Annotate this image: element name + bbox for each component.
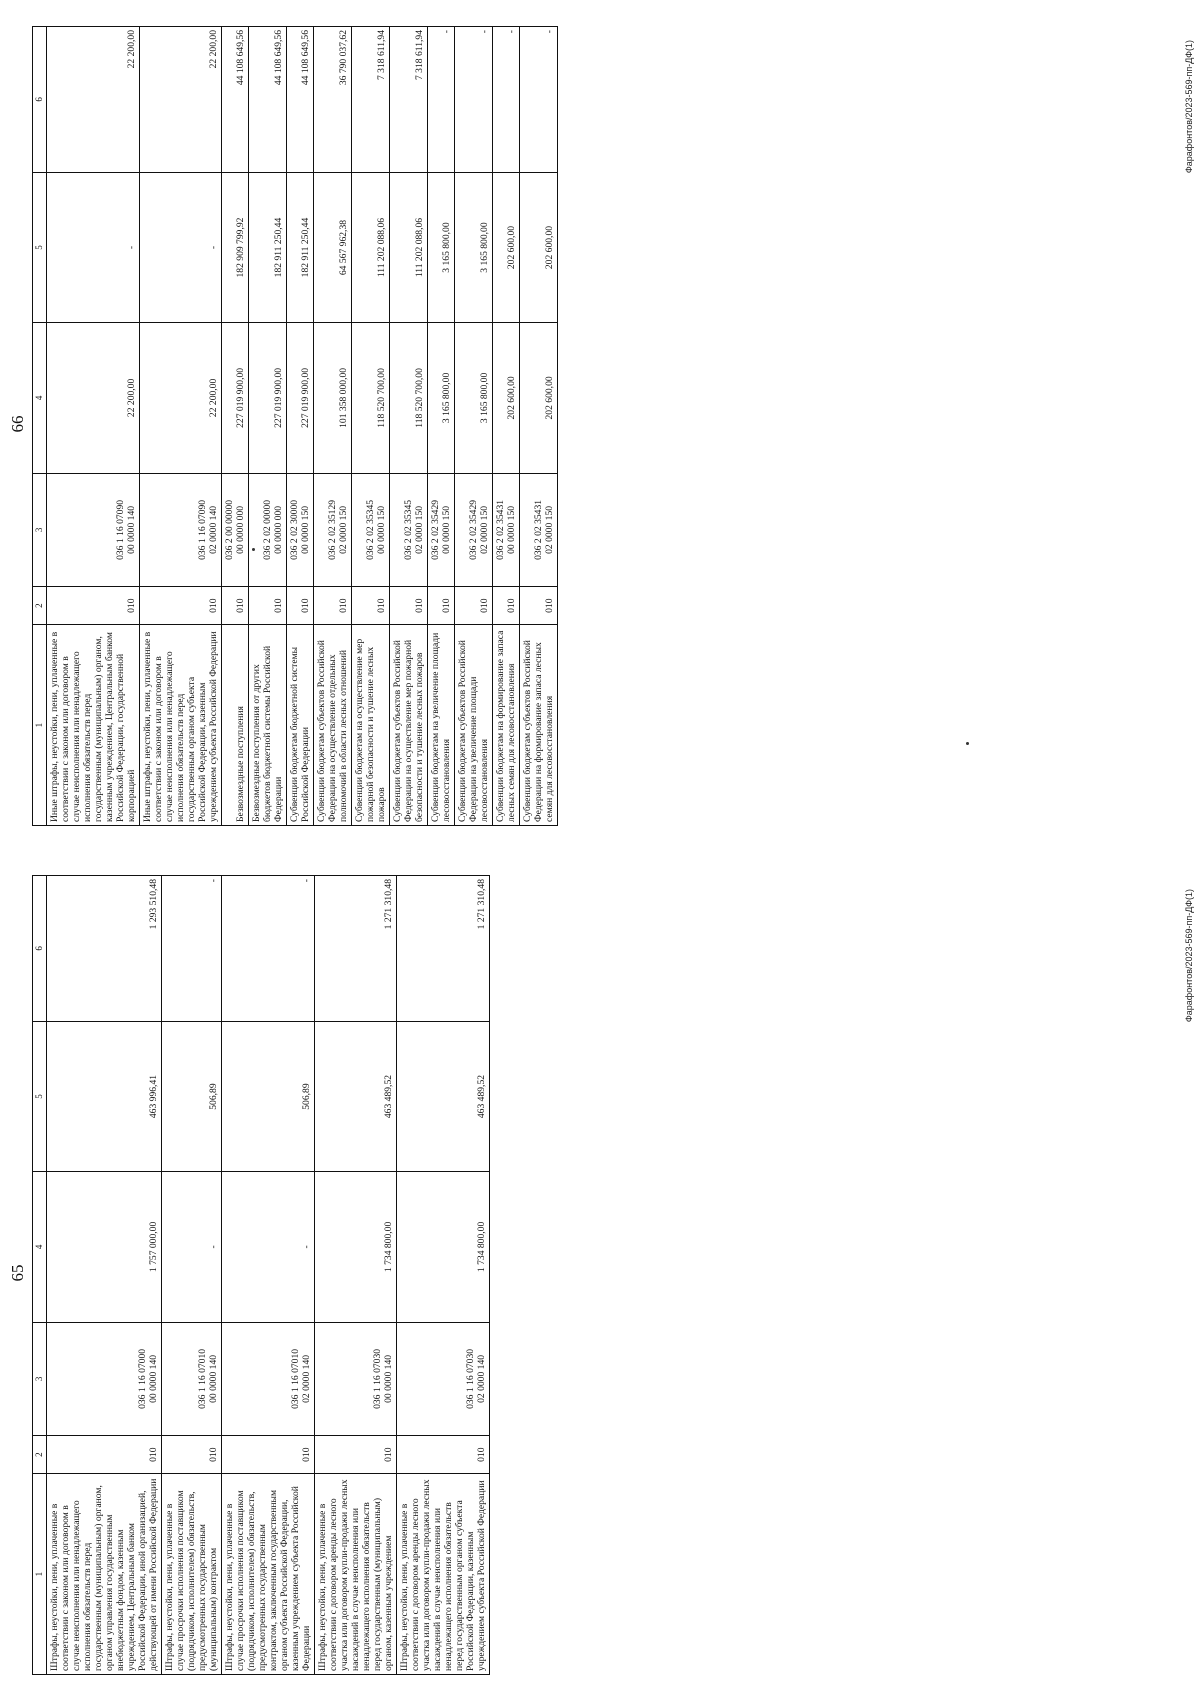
executed-amount: 506,89 [162,1021,222,1171]
table-row [314,27,352,826]
column-header: 3 [33,1322,47,1436]
kbk-line-2: 00 0000 000 [273,505,284,554]
row-description: Безвозмездные поступления от других бюджетов бюджетной системы Российской Федерации [249,625,287,826]
row-description: Субвенции бюджетам бюджетной системы Российской Федерации [287,625,314,826]
unexecuted-amount: - [520,27,558,173]
executed-amount: 3 165 800,00 [428,172,455,322]
approved-amount: 1 757 000,00 [47,1172,162,1322]
unexecuted-amount: 1 271 310,48 [397,876,490,1022]
table-row [428,27,455,826]
report-table [32,26,558,826]
row-code: 010 [455,587,493,625]
kbk-line-1: 036 2 02 35431 [533,499,544,560]
kbk-line-2: 02 0000 140 [301,1354,312,1403]
kbk-line-1: 036 2 00 00000 [224,499,235,560]
budget-classification-code [287,473,314,587]
budget-classification-code [520,473,558,587]
unexecuted-amount: 7 318 611,94 [352,27,390,173]
kbk-line-1: 036 2 02 00000 [262,499,273,560]
page-65-half [0,849,1200,1697]
kbk-line-2: 00 0000 140 [383,1354,394,1403]
row-code: 010 [140,587,222,625]
kbk-line-2: 00 0000 150 [300,505,311,554]
row-code: 010 [493,587,520,625]
table-header-row [33,876,47,1675]
row-description: Субвенции бюджетам субъектов Российской Федерации на осуществление мер пожарной безопасности и тушение лесных пожаров [390,625,428,826]
executed-amount: 202 600,00 [493,172,520,322]
unexecuted-amount: 22 200,00 [140,27,222,173]
table-row [397,876,490,1675]
row-code: 010 [249,587,287,625]
kbk-line-1: 036 1 16 07010 [197,1348,208,1409]
row-description: Штрафы, неустойки, пени, уплаченные в соответствии с законом или договором в случае неисполнения или ненадлежащего исполнения обязательств перед государственным (муниципальным) органом, органом управления государственным внебюджетным фондом, казенным учреждением, Центральным банком Российской Федерации, иной организацией, действующей от имени Российской Федерации [47,1474,162,1675]
page-number: 66 [8,415,27,433]
row-code: 010 [162,1436,222,1474]
table-row [390,27,428,826]
column-header: 4 [33,323,47,473]
budget-classification-code [390,473,428,587]
row-description: Штрафы, неустойки, пени, уплаченные в случае просрочки исполнения поставщиком (подрядчиком, исполнителем) обязательств, предусмотренных государственным (муниципальным) контрактом [162,1474,222,1675]
row-description: Субвенции бюджетам субъектов Российской Федерации на формирование запаса лесных семян для лесовосстановления [520,625,558,826]
unexecuted-amount: - [162,876,222,1022]
table-body [33,876,490,1675]
approved-amount: 22 200,00 [140,323,222,473]
page-66 [0,0,1200,848]
scan-speck [966,742,969,745]
budget-classification-code [493,473,520,587]
approved-amount: 202 600,00 [520,323,558,473]
executed-amount: - [47,172,140,322]
table-row [520,27,558,826]
table-row [493,27,520,826]
page-65 [0,849,1200,1697]
kbk-line-1: 036 1 16 07010 [290,1348,301,1409]
column-header: 6 [33,27,47,173]
page-66-half [0,0,1200,848]
table-row [249,27,287,826]
approved-amount: 202 600,00 [493,323,520,473]
table-header-row [33,27,47,826]
budget-classification-code [455,473,493,587]
kbk-line-1: 036 1 16 07000 [137,1348,148,1409]
scan-speck [252,548,255,551]
executed-amount: 463 489,52 [397,1021,490,1171]
budget-classification-code [314,473,352,587]
budget-classification-code [47,473,140,587]
table-row [162,876,222,1675]
kbk-line-1: 036 1 16 07030 [372,1348,383,1409]
kbk-line-2: 02 0000 150 [479,505,490,554]
unexecuted-amount: 36 790 037,62 [314,27,352,173]
unexecuted-amount: 44 108 649,56 [222,27,249,173]
kbk-line-2: 02 0000 140 [208,505,219,554]
row-description: Субвенции бюджетам на увеличение площади лесовосстановления [428,625,455,826]
row-code: 010 [352,587,390,625]
table-row [455,27,493,826]
budget-classification-code [352,473,390,587]
budget-classification-code [222,1322,315,1436]
unexecuted-amount: 44 108 649,56 [249,27,287,173]
approved-amount: - [162,1172,222,1322]
kbk-line-1: 036 2 02 35129 [327,499,338,560]
row-description: Штрафы, неустойки, пени, уплаченные в случае просрочки исполнения поставщиком (подрядчиком, исполнителем) обязательств, предусмотренных государственным контрактом, заключенным государственным органом субъекта Российской Федерации, казенным учреждением субъекта Российской Федерации [222,1474,315,1675]
row-code: 010 [287,587,314,625]
column-header: 3 [33,473,47,587]
row-code: 010 [520,587,558,625]
table-row [315,876,397,1675]
approved-amount: 1 734 800,00 [397,1172,490,1322]
row-description: Субвенции бюджетам на формирование запаса лесных семян для лесовосстановления [493,625,520,826]
unexecuted-amount: - [222,876,315,1022]
kbk-line-1: 036 1 16 07090 [115,499,126,560]
budget-classification-code [428,473,455,587]
unexecuted-amount: - [493,27,520,173]
approved-amount: 22 200,00 [47,323,140,473]
table-row [352,27,390,826]
row-code: 010 [222,1436,315,1474]
row-description: Иные штрафы, неустойки, пени, уплаченные в соответствии с законом или договором в случае неисполнения или ненадлежащего исполнения обязательств перед государственным органом субъекта Российской Федерации, казенным учреждением субъекта Российской Федерации [140,625,222,826]
row-description: Иные штрафы, неустойки, пени, уплаченные в соответствии с законом или договором в случае неисполнения или ненадлежащего исполнения обязательств перед государственным (муниципальным) органом, казенным учреждением, Центральным банком Российской Федерации, государственной корпорацией [47,625,140,826]
budget-classification-code [162,1322,222,1436]
row-code: 010 [315,1436,397,1474]
unexecuted-amount: 1 271 310,48 [315,876,397,1022]
approved-amount: - [222,1172,315,1322]
row-description: Субвенции бюджетам субъектов Российской Федерации на увеличение площади лесовосстановления [455,625,493,826]
approved-amount: 227 019 900,00 [249,323,287,473]
kbk-line-2: 02 0000 150 [544,505,555,554]
column-header: 6 [33,876,47,1022]
approved-amount: 101 358 000,00 [314,323,352,473]
executed-amount: 182 911 250,44 [249,172,287,322]
report-table [32,875,490,1675]
column-header: 1 [33,1474,47,1675]
unexecuted-amount: - [455,27,493,173]
approved-amount: 3 165 800,00 [455,323,493,473]
kbk-line-1: 036 1 16 07030 [465,1348,476,1409]
table-body [33,27,558,826]
kbk-line-2: 02 0000 150 [338,505,349,554]
budget-classification-code [222,473,249,587]
table-row [47,27,140,826]
approved-amount: 118 520 700,00 [390,323,428,473]
kbk-line-1: 036 2 02 35345 [365,499,376,560]
row-code: 010 [390,587,428,625]
kbk-line-1: 036 2 02 35429 [468,499,479,560]
executed-amount: 111 202 088,06 [390,172,428,322]
kbk-line-1: 036 2 02 30000 [289,499,300,560]
approved-amount: 118 520 700,00 [352,323,390,473]
budget-classification-code [397,1322,490,1436]
executed-amount: - [140,172,222,322]
row-code: 010 [47,1436,162,1474]
kbk-line-2: 00 0000 150 [506,505,517,554]
budget-classification-code [315,1322,397,1436]
executed-amount: 111 202 088,06 [352,172,390,322]
executed-amount: 182 909 799,92 [222,172,249,322]
unexecuted-amount: 1 293 510,48 [47,876,162,1022]
executed-amount: 182 911 250,44 [287,172,314,322]
row-description: Безвозмездные поступления [222,625,249,826]
approved-amount: 1 734 800,00 [315,1172,397,1322]
table-row [47,876,162,1675]
approved-amount: 227 019 900,00 [287,323,314,473]
kbk-line-1: 036 2 02 35429 [430,499,441,560]
table-row [287,27,314,826]
column-header: 1 [33,625,47,826]
kbk-line-2: 00 0000 150 [376,505,387,554]
kbk-line-2: 00 0000 150 [441,505,452,554]
row-description: Субвенции бюджетам на осуществление мер пожарной безопасности и тушение лесных пожаров [352,625,390,826]
row-code: 010 [314,587,352,625]
column-header: 2 [33,1436,47,1474]
column-header: 5 [33,1021,47,1171]
column-header: 5 [33,172,47,322]
approved-amount: 227 019 900,00 [222,323,249,473]
row-code: 010 [47,587,140,625]
kbk-line-2: 02 0000 140 [476,1354,487,1403]
executed-amount: 506,89 [222,1021,315,1171]
kbk-line-2: 00 0000 000 [235,505,246,554]
budget-classification-code [140,473,222,587]
unexecuted-amount: 44 108 649,56 [287,27,314,173]
table-row [222,27,249,826]
row-code: 010 [222,587,249,625]
unexecuted-amount: - [428,27,455,173]
row-description: Штрафы, неустойки, пени, уплаченные в соответствии с договором аренды лесного участка или договором купли-продажи лесных насаждений в случае неисполнения или ненадлежащего исполнения обязательств перед государственным органом субъекта Российской Федерации, казенным учреждением субъекта Российской Федерации [397,1474,490,1675]
budget-classification-code [249,473,287,587]
executed-amount: 463 996,41 [47,1021,162,1171]
table-row [222,876,315,1675]
kbk-line-1: 036 1 16 07090 [197,499,208,560]
unexecuted-amount: 22 200,00 [47,27,140,173]
page-footer: Фарафонтов/2023-569-пп-ДФ(1) [1184,889,1194,1023]
row-description: Штрафы, неустойки, пени, уплаченные в соответствии с договором аренды лесного участка или договором купли-продажи лесных насаждений в случае неисполнения или ненадлежащего исполнения обязательств перед государственным (муниципальным) органом, казенным учреждением [315,1474,397,1675]
kbk-line-2: 00 0000 140 [148,1354,159,1403]
table-row [140,27,222,826]
executed-amount: 64 567 962,38 [314,172,352,322]
approved-amount: 3 165 800,00 [428,323,455,473]
row-code: 010 [397,1436,490,1474]
column-header: 2 [33,587,47,625]
kbk-line-1: 036 2 02 35431 [495,499,506,560]
column-header: 4 [33,1172,47,1322]
executed-amount: 463 489,52 [315,1021,397,1171]
executed-amount: 3 165 800,00 [455,172,493,322]
kbk-line-1: 036 2 02 35345 [403,499,414,560]
kbk-line-2: 00 0000 140 [126,505,137,554]
kbk-line-2: 00 0000 140 [208,1354,219,1403]
row-code: 010 [428,587,455,625]
kbk-line-2: 02 0000 150 [414,505,425,554]
budget-classification-code [47,1322,162,1436]
row-description: Субвенции бюджетам субъектов Российской Федерации на осуществление отдельных полномочий в области лесных отношений [314,625,352,826]
executed-amount: 202 600,00 [520,172,558,322]
page-number: 65 [8,1264,27,1282]
unexecuted-amount: 7 318 611,94 [390,27,428,173]
page-footer: Фарафонтов/2023-569-пп-ДФ(1) [1184,40,1194,174]
